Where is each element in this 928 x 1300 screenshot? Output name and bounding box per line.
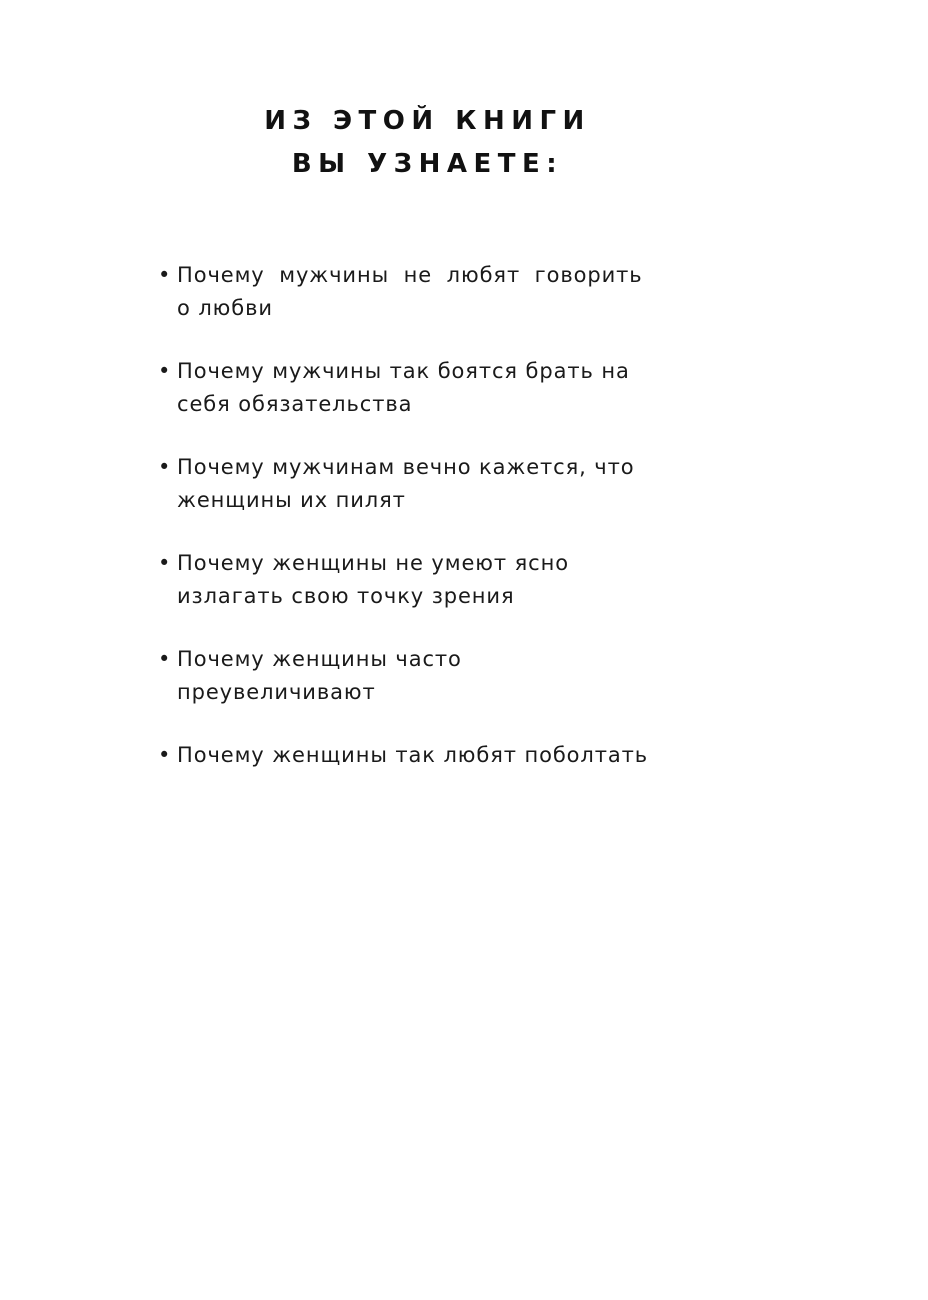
list-item [158,547,718,613]
list-item-line-1: Почему женщины не умеют ясно [177,551,569,575]
list-item [158,451,718,517]
list-item-line-1: Почему женщины часто [177,647,462,671]
list-item-line-1: Почему женщины так любят поболтать [177,743,649,767]
list-item-line-2: излагать свою точку зрения [177,584,515,608]
page-heading [0,100,855,186]
list-item-line-1: Почему мужчинам вечно кажется, что [177,455,635,479]
bullet-icon: • [158,359,172,383]
list-item-line-2: женщины их пилят [177,488,406,512]
heading-line-2: ВЫ УЗНАЕТЕ: [291,149,564,179]
list-item-line-2: преувеличивают [177,680,376,704]
list-item-line-2: о любви [177,296,273,320]
bullet-icon: • [158,551,172,575]
bullet-icon: • [158,263,172,287]
list-item-line-1: Почему мужчины не любят говорить [177,263,643,287]
bullet-icon: • [158,455,172,479]
heading-line-1: ИЗ ЭТОЙ КНИГИ [264,106,591,136]
list-item-line-2: себя обязательства [177,392,413,416]
benefits-list [158,259,718,802]
list-item-line-1: Почему мужчины так боятся брать на [177,359,630,383]
list-item [158,259,718,325]
bullet-icon: • [158,743,172,767]
list-item [158,739,718,772]
bullet-icon: • [158,647,172,671]
list-item [158,355,718,421]
list-item [158,643,718,709]
